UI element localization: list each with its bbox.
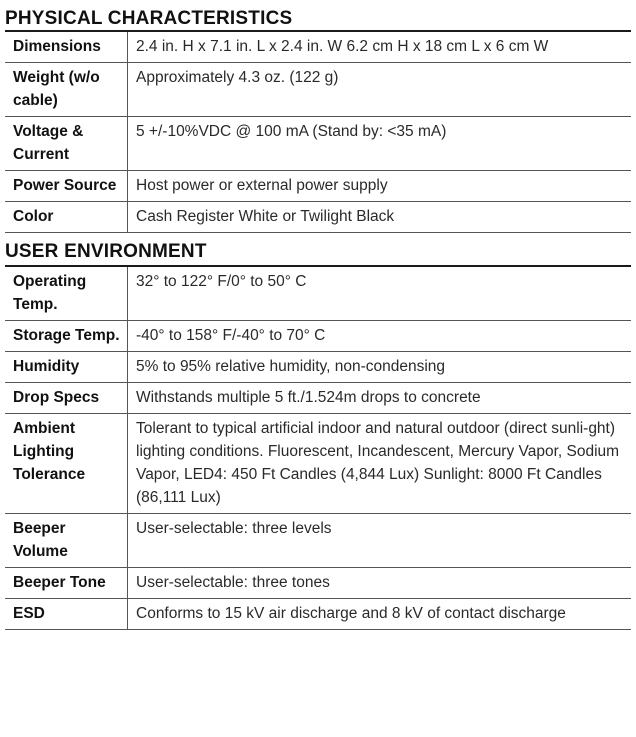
row-value-drop-specs: Withstands multiple 5 ft./1.524m drops to concrete (128, 383, 632, 414)
table-row (5, 414, 631, 514)
table-row (5, 383, 631, 414)
user-environment-table (5, 265, 631, 630)
table-row (5, 568, 631, 599)
row-value-beeper-tone: User-selectable: three tones (128, 568, 632, 599)
row-label-operating-temp: Operating Temp. (5, 266, 128, 321)
row-value-operating-temp: 32° to 122° F/0° to 50° C (128, 266, 632, 321)
row-label-ambient-lighting: Ambient Lighting Tolerance (5, 414, 128, 514)
row-value-esd: Conforms to 15 kV air discharge and 8 kV of contact discharge (128, 599, 632, 630)
table-row (5, 514, 631, 568)
row-value-beeper-volume: User-selectable: three levels (128, 514, 632, 568)
row-label-beeper-tone: Beeper Tone (5, 568, 128, 599)
table-row (5, 321, 631, 352)
table-row (5, 31, 631, 63)
row-value-ambient-lighting: Tolerant to typical artificial indoor and natural outdoor (direct sunli-ght) lighting conditions. Fluorescent, Incandescent, Mercury Vapor, Sodium Vapor, LED4: 450 Ft Candles (4,844 Lux) Sunlight: 8000 Ft Candles (86,111 Lux) (128, 414, 632, 514)
row-label-power-source: Power Source (5, 171, 128, 202)
table-row (5, 117, 631, 171)
row-label-storage-temp: Storage Temp. (5, 321, 128, 352)
table-row (5, 599, 631, 630)
row-value-weight: Approximately 4.3 oz. (122 g) (128, 63, 632, 117)
row-label-humidity: Humidity (5, 352, 128, 383)
table-row (5, 266, 631, 321)
row-value-humidity: 5% to 95% relative humidity, non-condensing (128, 352, 632, 383)
table-row (5, 171, 631, 202)
row-value-color: Cash Register White or Twilight Black (128, 202, 632, 233)
section-title-physical-characteristics: PHYSICAL CHARACTERISTICS (5, 8, 293, 29)
row-label-weight: Weight (w/o cable) (5, 63, 128, 117)
row-value-voltage-current: 5 +/-10%VDC @ 100 mA (Stand by: <35 mA) (128, 117, 632, 171)
section-title-user-environment: USER ENVIRONMENT (5, 241, 207, 262)
row-label-beeper-volume: Beeper Volume (5, 514, 128, 568)
row-value-dimensions: 2.4 in. H x 7.1 in. L x 2.4 in. W 6.2 cm H x 18 cm L x 6 cm W (128, 31, 632, 63)
physical-characteristics-table (5, 30, 631, 233)
row-label-esd: ESD (5, 599, 128, 630)
row-label-drop-specs: Drop Specs (5, 383, 128, 414)
row-label-voltage-current: Voltage & Current (5, 117, 128, 171)
row-label-dimensions: Dimensions (5, 31, 128, 63)
row-value-power-source: Host power or external power supply (128, 171, 632, 202)
row-value-storage-temp: -40° to 158° F/-40° to 70° C (128, 321, 632, 352)
row-label-color: Color (5, 202, 128, 233)
table-row (5, 202, 631, 233)
table-row (5, 352, 631, 383)
table-row (5, 63, 631, 117)
